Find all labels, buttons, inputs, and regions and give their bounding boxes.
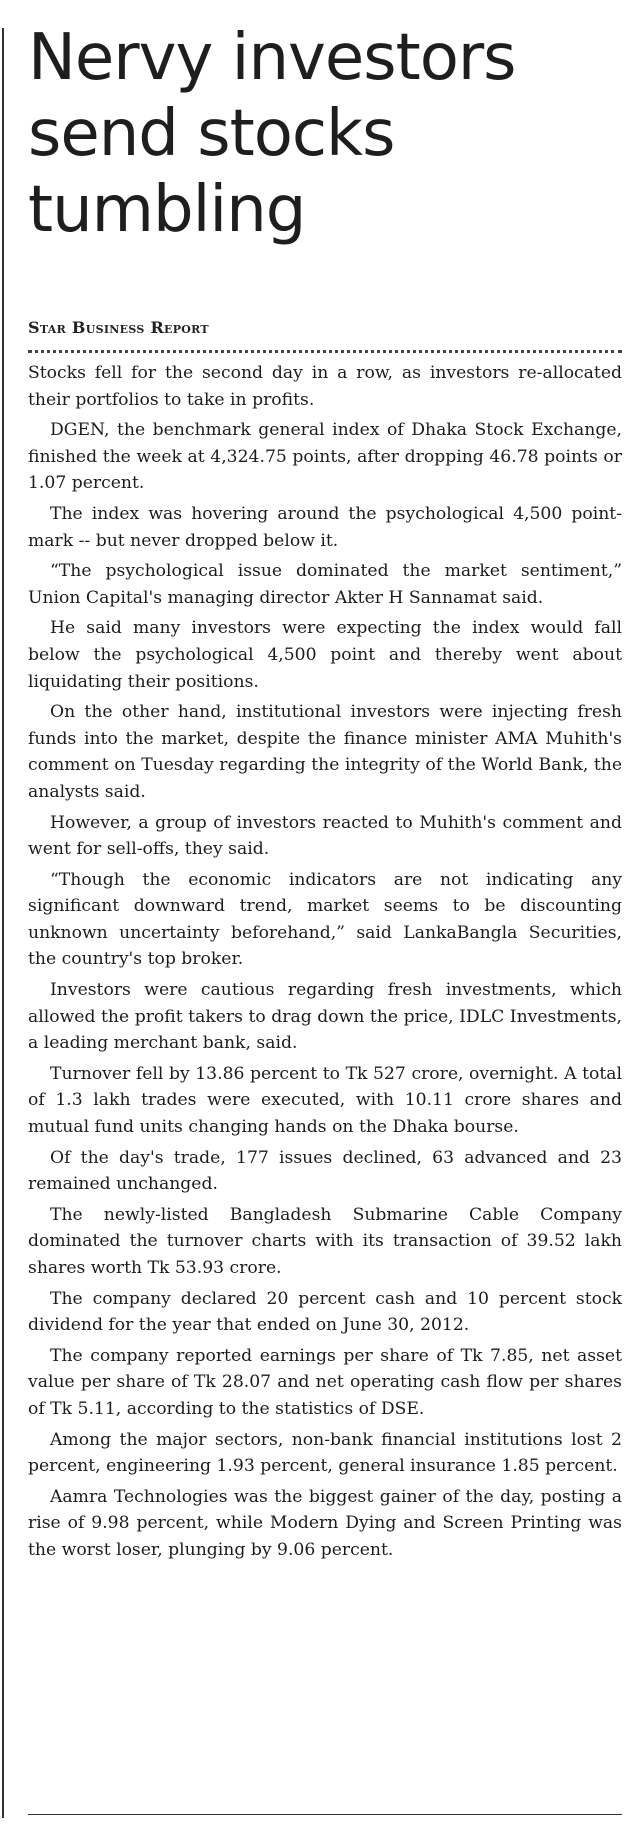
paragraph: Investors were cautious regarding fresh investments, which allowed the profit takers to drag down the price, IDLC Investments, a leading merchant bank, said. xyxy=(28,980,622,1054)
byline: Star Business Report xyxy=(28,318,209,337)
dotted-divider xyxy=(28,350,622,353)
paragraph: The company declared 20 percent cash and 10 percent stock dividend for the year that ended on June 30, 2012. xyxy=(28,1288,622,1336)
column-divider xyxy=(2,28,4,1818)
paragraph: “Though the economic indicators are not indicating any significant downward trend, market seems to be discounting unknown uncertainty beforehand,” said LankaBangla Securities, the country's top broker. xyxy=(28,869,622,970)
headline-line-2: send stocks xyxy=(28,97,395,171)
paragraph: The index was hovering around the psychological 4,500 point-mark -- but never dropped below it. xyxy=(28,503,622,551)
paragraph: However, a group of investors reacted to Muhith's comment and went for sell-offs, they said. xyxy=(28,812,622,860)
paragraph: Of the day's trade, 177 issues declined, 63 advanced and 23 remained unchanged. xyxy=(28,1147,622,1195)
paragraph: Stocks fell for the second day in a row, as investors re-allocated their portfolios to take in profits. xyxy=(28,363,622,410)
paragraph: Aamra Technologies was the biggest gainer of the day, posting a rise of 9.98 percent, while Modern Dying and Screen Printing was the worst loser, plunging by 9.06 percent. xyxy=(28,1486,622,1560)
paragraph: DGEN, the benchmark general index of Dhaka Stock Exchange, finished the week at 4,324.75 points, after dropping 46.78 points or 1.07 percent. xyxy=(28,420,622,494)
paragraph: On the other hand, institutional investors were injecting fresh funds into the market, despite the finance minister AMA Muhith's comment on Tuesday regarding the integrity of the World Bank, the analysts said. xyxy=(28,702,622,802)
headline-line-1: Nervy investors xyxy=(28,21,516,95)
paragraph: The company reported earnings per share of Tk 7.85, net asset value per share of Tk 28.07 and net operating cash flow per shares of Tk 5.11, according to the statistics of DSE. xyxy=(28,1345,622,1419)
headline-line-3: tumbling xyxy=(28,173,306,247)
bottom-divider xyxy=(28,1814,622,1815)
paragraph: “The psychological issue dominated the market sentiment,” Union Capital's managing director Akter H Sannamat said. xyxy=(28,561,622,608)
paragraph: Among the major sectors, non-bank financial institutions lost 2 percent, engineering 1.93 percent, general insurance 1.85 percent. xyxy=(28,1429,622,1477)
paragraph: Turnover fell by 13.86 percent to Tk 527 crore, overnight. A total of 1.3 lakh trades were executed, with 10.11 crore shares and mutual fund units changing hands on the Dhaka bourse. xyxy=(28,1063,622,1138)
paragraph: He said many investors were expecting the index would fall below the psychological 4,500 point and thereby went about liquidating their positions. xyxy=(28,618,622,692)
article-body xyxy=(28,360,622,1568)
headline xyxy=(28,20,623,248)
paragraph: The newly-listed Bangladesh Submarine Cable Company dominated the turnover charts with its transaction of 39.52 lakh shares worth Tk 53.93 crore. xyxy=(28,1204,622,1278)
